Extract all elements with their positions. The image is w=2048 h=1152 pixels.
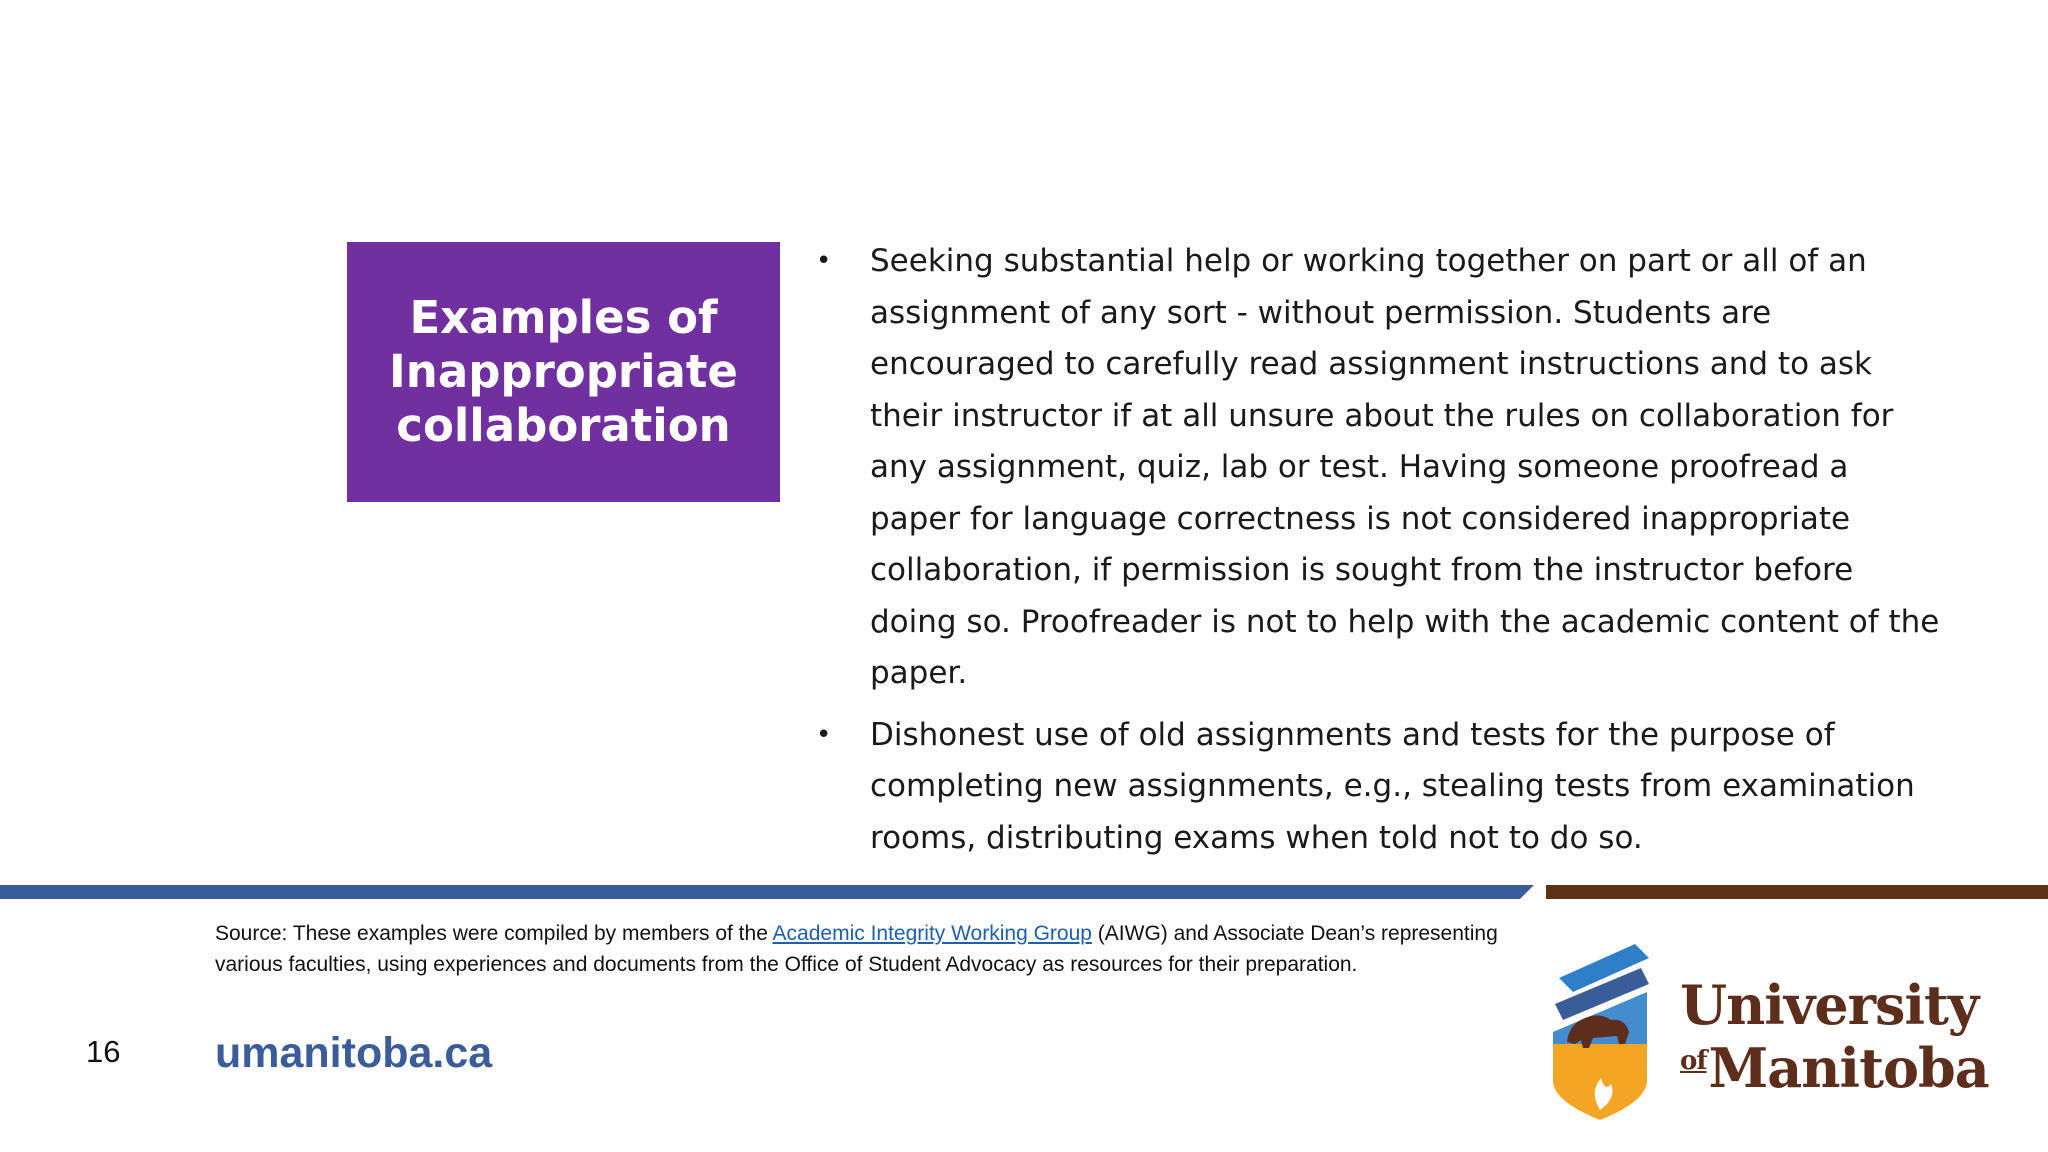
bullet-list — [810, 236, 1940, 874]
source-suffix: (AIWG) and Associate Dean’s representing various faculties, using experiences and documents from the Office of Student Advocacy as resources for their preparation. — [215, 922, 1498, 976]
bullet-item — [810, 236, 1940, 700]
bullet-text: Seeking substantial help or working together on part or all of an assignment of any sort - without permission. Students are encouraged to carefully read assignment instructions and to ask their instructor if at all unsure about the rules on collaboration for any assignment, quiz, lab or test. Having someone proofread a paper for language correctness is not considered inappropriate collaboration, if permission is sought from the instructor before doing so. Proofreader is not to help with the academic content of the paper. — [870, 243, 1940, 691]
bullet-dot: • — [816, 246, 832, 276]
website-url[interactable]: umanitoba.ca — [215, 1029, 493, 1077]
slide-title: Examples of Inappropriate collaboration — [389, 291, 738, 452]
university-logo — [1545, 932, 1989, 1122]
footer-blue-bar-tip — [1520, 885, 1534, 899]
title-box — [347, 242, 780, 502]
footer-brown-bar — [1546, 885, 2048, 899]
page-number: 16 — [86, 1034, 121, 1069]
bullet-dot: • — [816, 719, 832, 750]
bison-shield-icon — [1545, 932, 1655, 1122]
logo-wordmark — [1680, 973, 1989, 1100]
logo-of-text: of — [1680, 1046, 1707, 1076]
logo-manitoba-line — [1680, 1033, 1989, 1100]
logo-university-text: University — [1680, 973, 1979, 1037]
source-note — [215, 918, 1515, 980]
bullet-item — [810, 710, 1940, 865]
aiwg-link[interactable]: Academic Integrity Working Group — [772, 922, 1092, 945]
logo-manitoba-text: Manitoba — [1708, 1036, 1989, 1100]
bullet-text: Dishonest use of old assignments and tests for the purpose of completing new assignments, e.g., stealing tests from examination rooms, distributing exams when told not to do so. — [870, 716, 1915, 856]
footer-blue-bar — [0, 885, 1520, 899]
source-prefix: Source: These examples were compiled by members of the — [215, 922, 773, 945]
